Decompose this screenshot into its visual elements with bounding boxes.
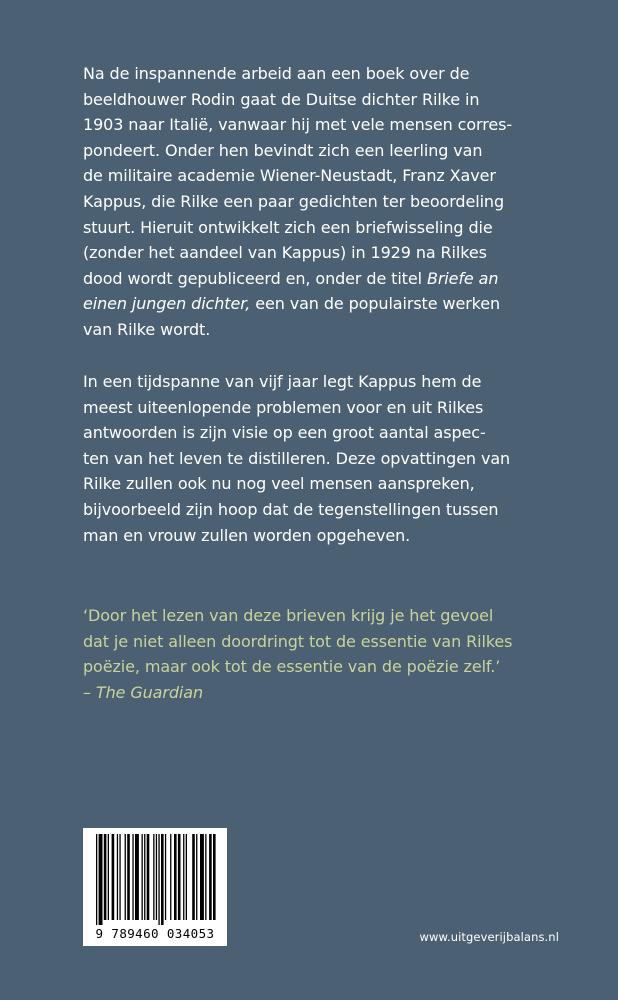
book-title-italic: einen jungen dichter,: [83, 294, 251, 314]
blurb-text: dood wordt gepubliceerd en, onder de titel: [83, 268, 427, 288]
isbn-number: 9 789460 034053: [95, 926, 215, 941]
blurb-line: antwoorden is zijn visie op een groot aantal aspec-: [83, 423, 486, 443]
blurb-paragraph-2: [83, 369, 553, 548]
blurb-line: man en vrouw zullen worden opgeheven.: [83, 525, 411, 545]
blurb-line: beeldhouwer Rodin gaat de Duitse dichter Rilke in: [83, 89, 480, 109]
blurb-line: ten van het leven te distilleren. Deze opvattingen van: [83, 448, 511, 468]
blurb-line: bijvoorbeeld zijn hoop dat de tegenstellingen tussen: [83, 499, 499, 519]
blurb-line: [83, 266, 553, 292]
blurb-line: (zonder het aandeel van Kappus) in 1929 na Rilkes: [83, 243, 487, 263]
blurb-line: Kappus, die Rilke een paar gedichten ter beoordeling: [83, 191, 505, 211]
attribution-dash: –: [83, 682, 96, 702]
quote-line: ‘Door het lezen van deze brieven krijg je het gevoel: [83, 606, 494, 625]
quote-line: poëzie, maar ook tot de essentie van de poëzie zelf.’: [83, 657, 501, 677]
blurb-line: meest uiteenlopende problemen voor en uit Rilkes: [83, 397, 484, 417]
blurb-line: pondeert. Onder hen bevindt zich een leerling van: [83, 140, 483, 160]
review-quote: [83, 603, 553, 705]
blurb-line: Rilke zullen ook nu nog veel mensen aanspreken,: [83, 474, 475, 494]
blurb-text: een van de populairste werken: [250, 294, 501, 314]
blurb-line: [83, 291, 553, 317]
isbn-barcode: [83, 828, 227, 946]
quote-attribution: [83, 680, 553, 706]
blurb-line: stuurt. Hieruit ontwikkelt zich een briefwisseling die: [83, 217, 493, 237]
blurb-line: 1903 naar Italië, vanwaar hij met vele mensen corres-: [83, 115, 513, 135]
book-title-italic: Briefe an: [426, 268, 499, 288]
blurb-line: Na de inspannende arbeid aan een boek over de: [83, 64, 470, 83]
blurb-paragraph-1: [83, 61, 553, 343]
blurb-line: van Rilke wordt.: [83, 319, 211, 339]
quote-line: dat je niet alleen doordringt tot de essentie van Rilkes: [83, 631, 513, 651]
blurb-line: In een tijdspanne van vijf jaar legt Kappus hem de: [83, 372, 482, 391]
blurb-line: de militaire academie Wiener-Neustadt, Franz Xaver: [83, 166, 496, 186]
publisher-website: www.uitgeverijbalans.nl: [419, 930, 559, 944]
quote-source: The Guardian: [95, 682, 204, 702]
barcode-bars: [84, 829, 226, 927]
